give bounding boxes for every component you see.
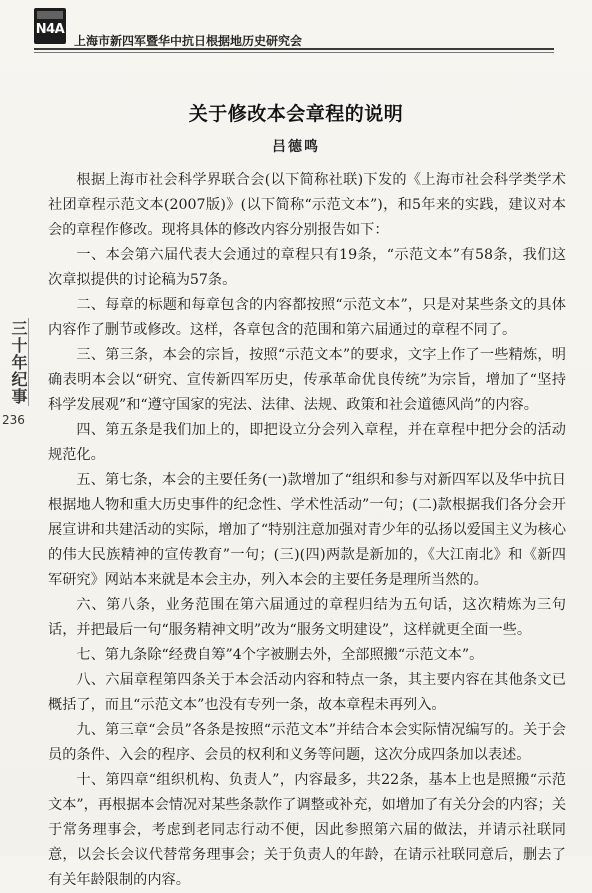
article-title: 关于修改本会章程的说明	[188, 103, 404, 125]
paragraph-item-2: 二、每章的标题和每章包含的内容都按照“示范文本”，只是对某些条文的具体内容作了删节或修改。这样，各章包含的范围和第六届通过的章程不同了。	[48, 297, 566, 338]
organization-name: 上海市新四军暨华中抗日根据地历史研究会	[74, 34, 303, 48]
paragraph-item-7: 七、第九条除“经费自筹”4个字被删去外，全部照搬“示范文本”。	[76, 647, 484, 663]
logo-top-band	[37, 11, 63, 19]
logo-text: N4A	[35, 22, 65, 37]
paragraph-intro: 根据上海市社会科学界联合会(以下简称社联)下发的《上海市社会科学类学术社团章程示范文本(2007版)》(以下简称“示范文本”)，和5年来的实践，建议对本会的章程作修改。现将具体的修改内容分别报告如下：	[48, 172, 566, 238]
side-book-mark: 三十年纪事	[0, 318, 29, 406]
paragraph-item-8: 八、六届章程第四条关于本会活动内容和特点一条，其主要内容在其他条文已概括了，而且“示范文本”也没有专列一条，故本章程未再列入。	[48, 672, 566, 713]
paragraph-item-3: 三、第三条，本会的宗旨，按照“示范文本”的要求，文字上作了一些精炼，明确表明本会以“研究、宣传新四军历史，传承革命优良传统”为宗旨，增加了“坚持科学发展观”和“遵守国家的宪法、法律、法规、政策和社会道德风尚”的内容。	[48, 347, 566, 413]
header-rule-thin	[34, 52, 554, 53]
article-author: 吕德鸣	[272, 139, 320, 155]
paragraph-item-9: 九、第三章“会员”各条是按照“示范文本”并结合本会实际情况编写的。关于会员的条件、入会的程序、会员的权利和义务等问题，这次分成四条加以表述。	[48, 722, 566, 763]
article-body	[48, 168, 566, 893]
paragraph-item-10: 十、第四章“组织机构、负责人”，内容最多，共22条，基本上也是照搬“示范文本”，再根据本会情况对某些条款作了调整或补充，如增加了有关分会的内容；关于常务理事会，考虑到老同志行动不便，因此参照第六届的做法，并请示社联同意，以会长会议代替常务理事会；关于负责人的年龄，在请示社联同意后，删去了有关年龄限制的内容。	[48, 772, 567, 888]
paragraph-item-4: 四、第五条是我们加上的，即把设立分会列入章程，并在章程中把分会的活动规范化。	[48, 422, 566, 463]
paragraph-item-5: 五、第七条，本会的主要任务(一)款增加了“组织和参与对新四军以及华中抗日根据地人物和重大历史事件的纪念性、学术性活动”一句；(二)款根据我们各分会开展宣讲和共建活动的实际，增加了“特别注意加强对青少年的弘扬以爱国主义为核心的伟大民族精神的宣传教育”一句；(三)(四)两款是新加的，《大江南北》和《新四军研究》网站本来就是本会主办，列入本会的主要任务是理所当然的。	[48, 472, 567, 588]
page-number: 236	[2, 413, 25, 427]
paragraph-item-1: 一、本会第六届代表大会通过的章程只有19条，“示范文本”有58条，我们这次章拟提供的讨论稿为57条。	[48, 247, 566, 288]
page-header	[34, 8, 554, 58]
n4a-logo	[34, 8, 66, 44]
paragraph-item-6: 六、第八条，业务范围在第六届通过的章程归结为五句话，这次精炼为三句话，并把最后一句“服务精神文明”改为“服务文明建设”，这样就更全面一些。	[48, 597, 566, 638]
header-rule	[34, 48, 554, 50]
